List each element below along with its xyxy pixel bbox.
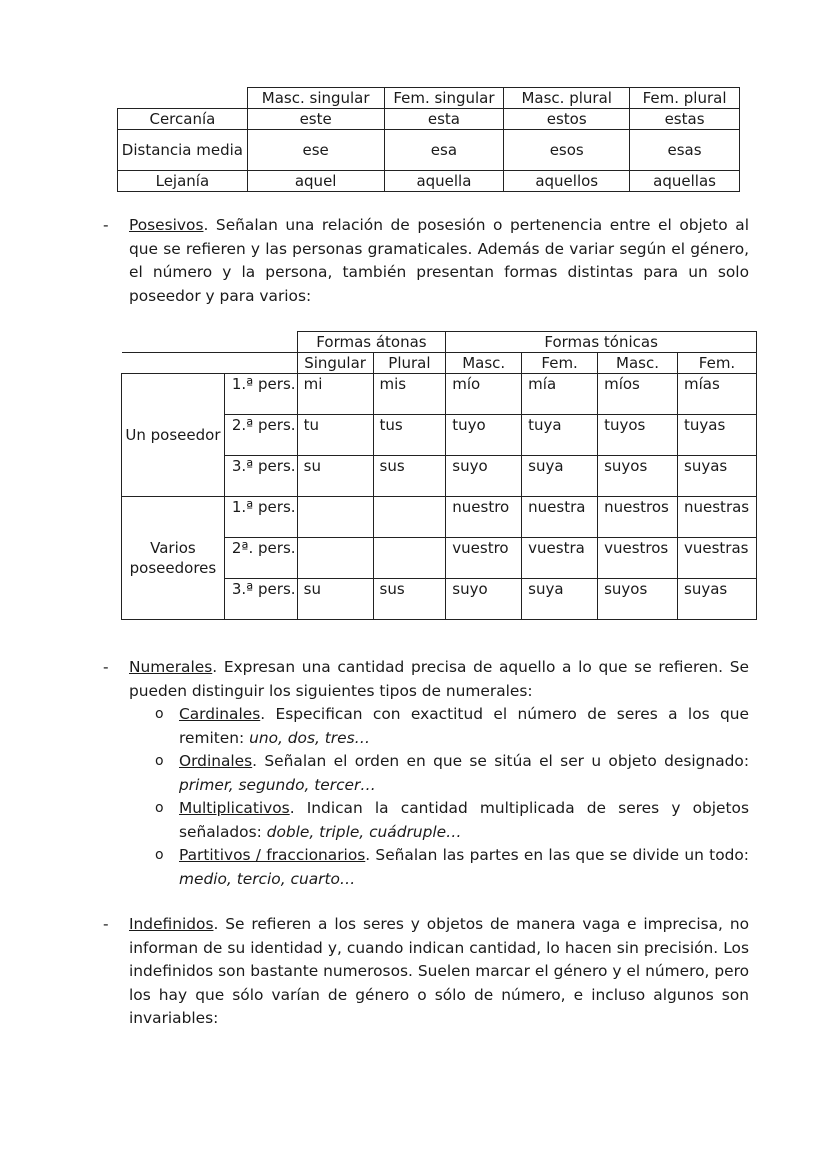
table-cell: tuyos [598,415,678,456]
table-cell: sus [373,456,446,497]
dash-marker: - [103,658,109,676]
table-row [118,130,740,171]
table-cell: este [247,109,384,130]
column-header: Singular [297,353,373,374]
empty-cell [122,332,298,353]
table-cell: su [297,579,373,620]
list-term: Cardinales [179,705,261,723]
row-label: Distancia media [118,130,248,171]
table-cell: mío [446,374,522,415]
column-header: Masc. [446,353,522,374]
table-cell: míos [598,374,678,415]
table-cell: vuestro [446,538,522,579]
table-cell: nuestra [522,497,598,538]
table-cell: mías [678,374,757,415]
table-cell: su [297,456,373,497]
table-header-row [118,88,740,109]
dash-marker: - [103,915,109,933]
group-header-row [122,332,757,353]
table-row [122,374,757,415]
table-cell: tuyas [678,415,757,456]
table-cell: esa [384,130,504,171]
column-header: Masc. singular [247,88,384,109]
table-cell: vuestras [678,538,757,579]
group-header: Formas átonas [297,332,446,353]
table-cell: vuestros [598,538,678,579]
empty-cell [122,353,298,374]
column-header: Plural [373,353,446,374]
table-cell: aquel [247,171,384,192]
table-cell: suya [522,456,598,497]
list-text: . Señalan las partes en las que se divide un todo: [365,846,749,864]
table-cell: esos [504,130,630,171]
list-text: . Señalan el orden en que se sitúa el ser u objeto designado: [252,752,749,770]
sub-header-row [122,353,757,374]
table-cell: estas [630,109,740,130]
indefinidos-paragraph [103,913,749,1031]
column-header: Fem. [678,353,757,374]
list-examples: uno, dos, tres… [249,728,371,747]
column-header: Masc. [598,353,678,374]
table-cell: nuestro [446,497,522,538]
column-header: Fem. [522,353,598,374]
group-label: Varios poseedores [122,497,225,620]
table-cell: estos [504,109,630,130]
section-text: . Señalan una relación de posesión o pertenencia entre el objeto al que se refieren y las personas gramaticales. Además de variar según el género, el número y la persona, también presentan formas distintas para un solo poseedor y para varios: [129,216,749,305]
person-label: 2.ª pers. [224,415,297,456]
table-cell [373,538,446,579]
numerales-paragraph [103,656,749,703]
table-cell: esas [630,130,740,171]
table-cell [373,497,446,538]
section-text: . Se refieren a los seres y objetos de manera vaga e imprecisa, no informan de su identidad y, cuando indican cantidad, lo hacen sin precisión. Los indefinidos son bastante numerosos. Suelen marcar el género y el número, pero los hay que sólo varían de género o sólo de número, e incluso algunos son invariables: [129,915,749,1027]
table-cell [297,538,373,579]
table-cell: suyo [446,456,522,497]
table-cell: ese [247,130,384,171]
table-cell: vuestra [522,538,598,579]
table-cell: tuyo [446,415,522,456]
list-text: . Indican la cantidad multiplicada de seres y objetos señalados: [179,799,749,841]
list-term: Ordinales [179,752,253,770]
possessives-table [121,331,757,620]
table-cell: nuestras [678,497,757,538]
table-cell: suyo [446,579,522,620]
table-cell: mis [373,374,446,415]
column-header: Masc. plural [504,88,630,109]
bullet-marker: o [155,753,164,769]
column-header: Fem. singular [384,88,504,109]
table-cell: aquellas [630,171,740,192]
group-header: Formas tónicas [446,332,757,353]
table-cell: suyas [678,579,757,620]
group-label: Un poseedor [122,374,225,497]
table-cell [297,497,373,538]
posesivos-section [103,214,749,308]
indefinidos-section [103,913,749,1031]
demonstratives-table [117,87,740,192]
section-term: Numerales [129,658,213,676]
list-examples: primer, segundo, tercer… [179,775,376,794]
empty-cell [118,88,248,109]
column-header: Fem. plural [630,88,740,109]
table-cell: tus [373,415,446,456]
table-cell: suya [522,579,598,620]
list-item [103,797,749,844]
table-cell: tu [297,415,373,456]
row-label: Lejanía [118,171,248,192]
bullet-marker: o [155,706,164,722]
person-label: 2ª. pers. [224,538,297,579]
table-cell: aquellos [504,171,630,192]
list-term: Multiplicativos [179,799,290,817]
table-cell: sus [373,579,446,620]
list-item [103,844,749,891]
table-cell: aquella [384,171,504,192]
person-label: 1.ª pers. [224,374,297,415]
section-term: Indefinidos [129,915,214,933]
list-text: . Especifican con exactitud el número de seres a los que remiten: [179,705,749,747]
row-label: Cercanía [118,109,248,130]
table-cell: suyos [598,579,678,620]
list-examples: doble, triple, cuádruple… [266,822,462,841]
table-cell: suyas [678,456,757,497]
list-term: Partitivos / fraccionarios [179,846,366,864]
person-label: 1.ª pers. [224,497,297,538]
person-label: 3.ª pers. [224,456,297,497]
table-cell: nuestros [598,497,678,538]
section-text: . Expresan una cantidad precisa de aquello a lo que se refieren. Se pueden distinguir los siguientes tipos de numerales: [129,658,749,700]
table-cell: tuya [522,415,598,456]
section-term: Posesivos [129,216,204,234]
bullet-marker: o [155,847,164,863]
dash-marker: - [103,216,109,234]
table-cell: esta [384,109,504,130]
list-examples: medio, tercio, cuarto… [179,869,356,888]
posesivos-paragraph [103,214,749,308]
person-label: 3.ª pers. [224,579,297,620]
table-row [118,109,740,130]
bullet-marker: o [155,800,164,816]
numerales-section [103,656,749,891]
table-row [118,171,740,192]
list-item [103,703,749,750]
table-cell: mi [297,374,373,415]
table-row [122,497,757,538]
list-item [103,750,749,797]
table-cell: mía [522,374,598,415]
table-cell: suyos [598,456,678,497]
